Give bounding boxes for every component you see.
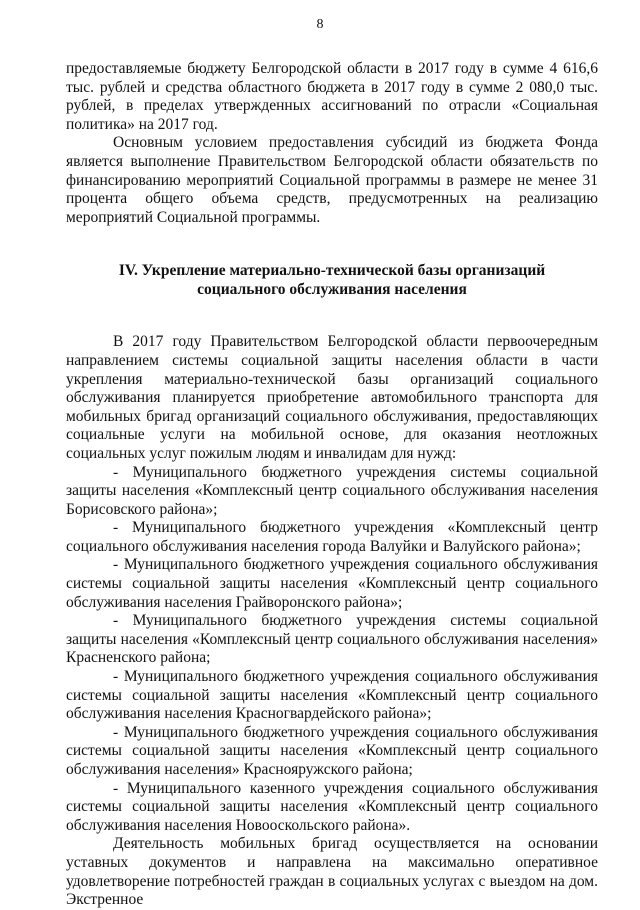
institution-item-krasnoyaruzhsky: - Муниципального бюджетного учреждения социального обслуживания системы социальной защиты населения «Комплексный центр социального обслуживания населения» Краснояружского района; <box>66 723 598 778</box>
institution-item-valuysky: - Муниципального бюджетного учреждения «Комплексный центр социального обслуживания населения города Валуйки и Валуйского района»; <box>66 519 598 555</box>
document-body <box>66 60 598 910</box>
institution-item-novooskolsky: - Муниципального казенного учреждения социального обслуживания системы социальной защиты населения «Комплексный центр социального обслуживания населения Новооскольского района». <box>66 779 598 834</box>
institution-item-krasnogvardeysky: - Муниципального бюджетного учреждения социального обслуживания системы социальной защиты населения «Комплексный центр социального обслуживания населения Красногвардейского района»; <box>66 668 598 723</box>
condition-paragraph: Основным условием предоставления субсидий из бюджета Фонда является выполнение Правительством Белгородской области обязательств по финансированию мероприятий Социальной программы в размере не менее 31 процента общего объема средств, предусмотренных на реализацию мероприятий Социальной программы. <box>66 134 598 226</box>
section-heading-line-1: IV. Укрепление материально-технической базы организаций <box>118 262 546 280</box>
continuation-paragraph: предоставляемые бюджету Белгородской области в 2017 году в сумме 4 616,6 тыс. рублей и средства областного бюджета в 2017 году в сумме 2 080,0 тыс. рублей, в пределах утвержденных ассигнований по отрасли «Социальная политика» на 2017 год. <box>66 60 598 133</box>
closing-paragraph: Деятельность мобильных бригад осуществляется на основании уставных документов и направлена на максимально оперативное удовлетворение потребностей граждан в социальных услугах с выездом на дом. Экстренное <box>66 835 598 909</box>
section-heading-line-2: социального обслуживания населения <box>197 281 467 299</box>
institution-item-krasnensky: - Муниципального бюджетного учреждения системы социальной защиты населения «Комплексный центр социального обслуживания населения» Красненского района; <box>66 612 598 667</box>
institution-item-grayvoronsky: - Муниципального бюджетного учреждения социального обслуживания системы социальной защиты населения «Комплексный центр социального обслуживания населения Грайворонского района»; <box>66 556 598 611</box>
institution-item-borisovsky: - Муниципального бюджетного учреждения системы социальной защиты населения «Комплексный центр социального обслуживания населения Борисовского района»; <box>66 463 598 518</box>
page-number: 8 <box>316 17 324 32</box>
intro-paragraph: В 2017 году Правительством Белгородской области первоочередным направлением системы социальной защиты населения области в части укрепления материально-технической базы организаций социального обслуживания планируется приобретение автомобильного транспорта для мобильных бригад организаций социального обслуживания, предоставляющих социальные услуги на мобильной основе, для оказания неотложных социальных услуг пожилым людям и инвалидам для нужд: <box>66 333 598 462</box>
